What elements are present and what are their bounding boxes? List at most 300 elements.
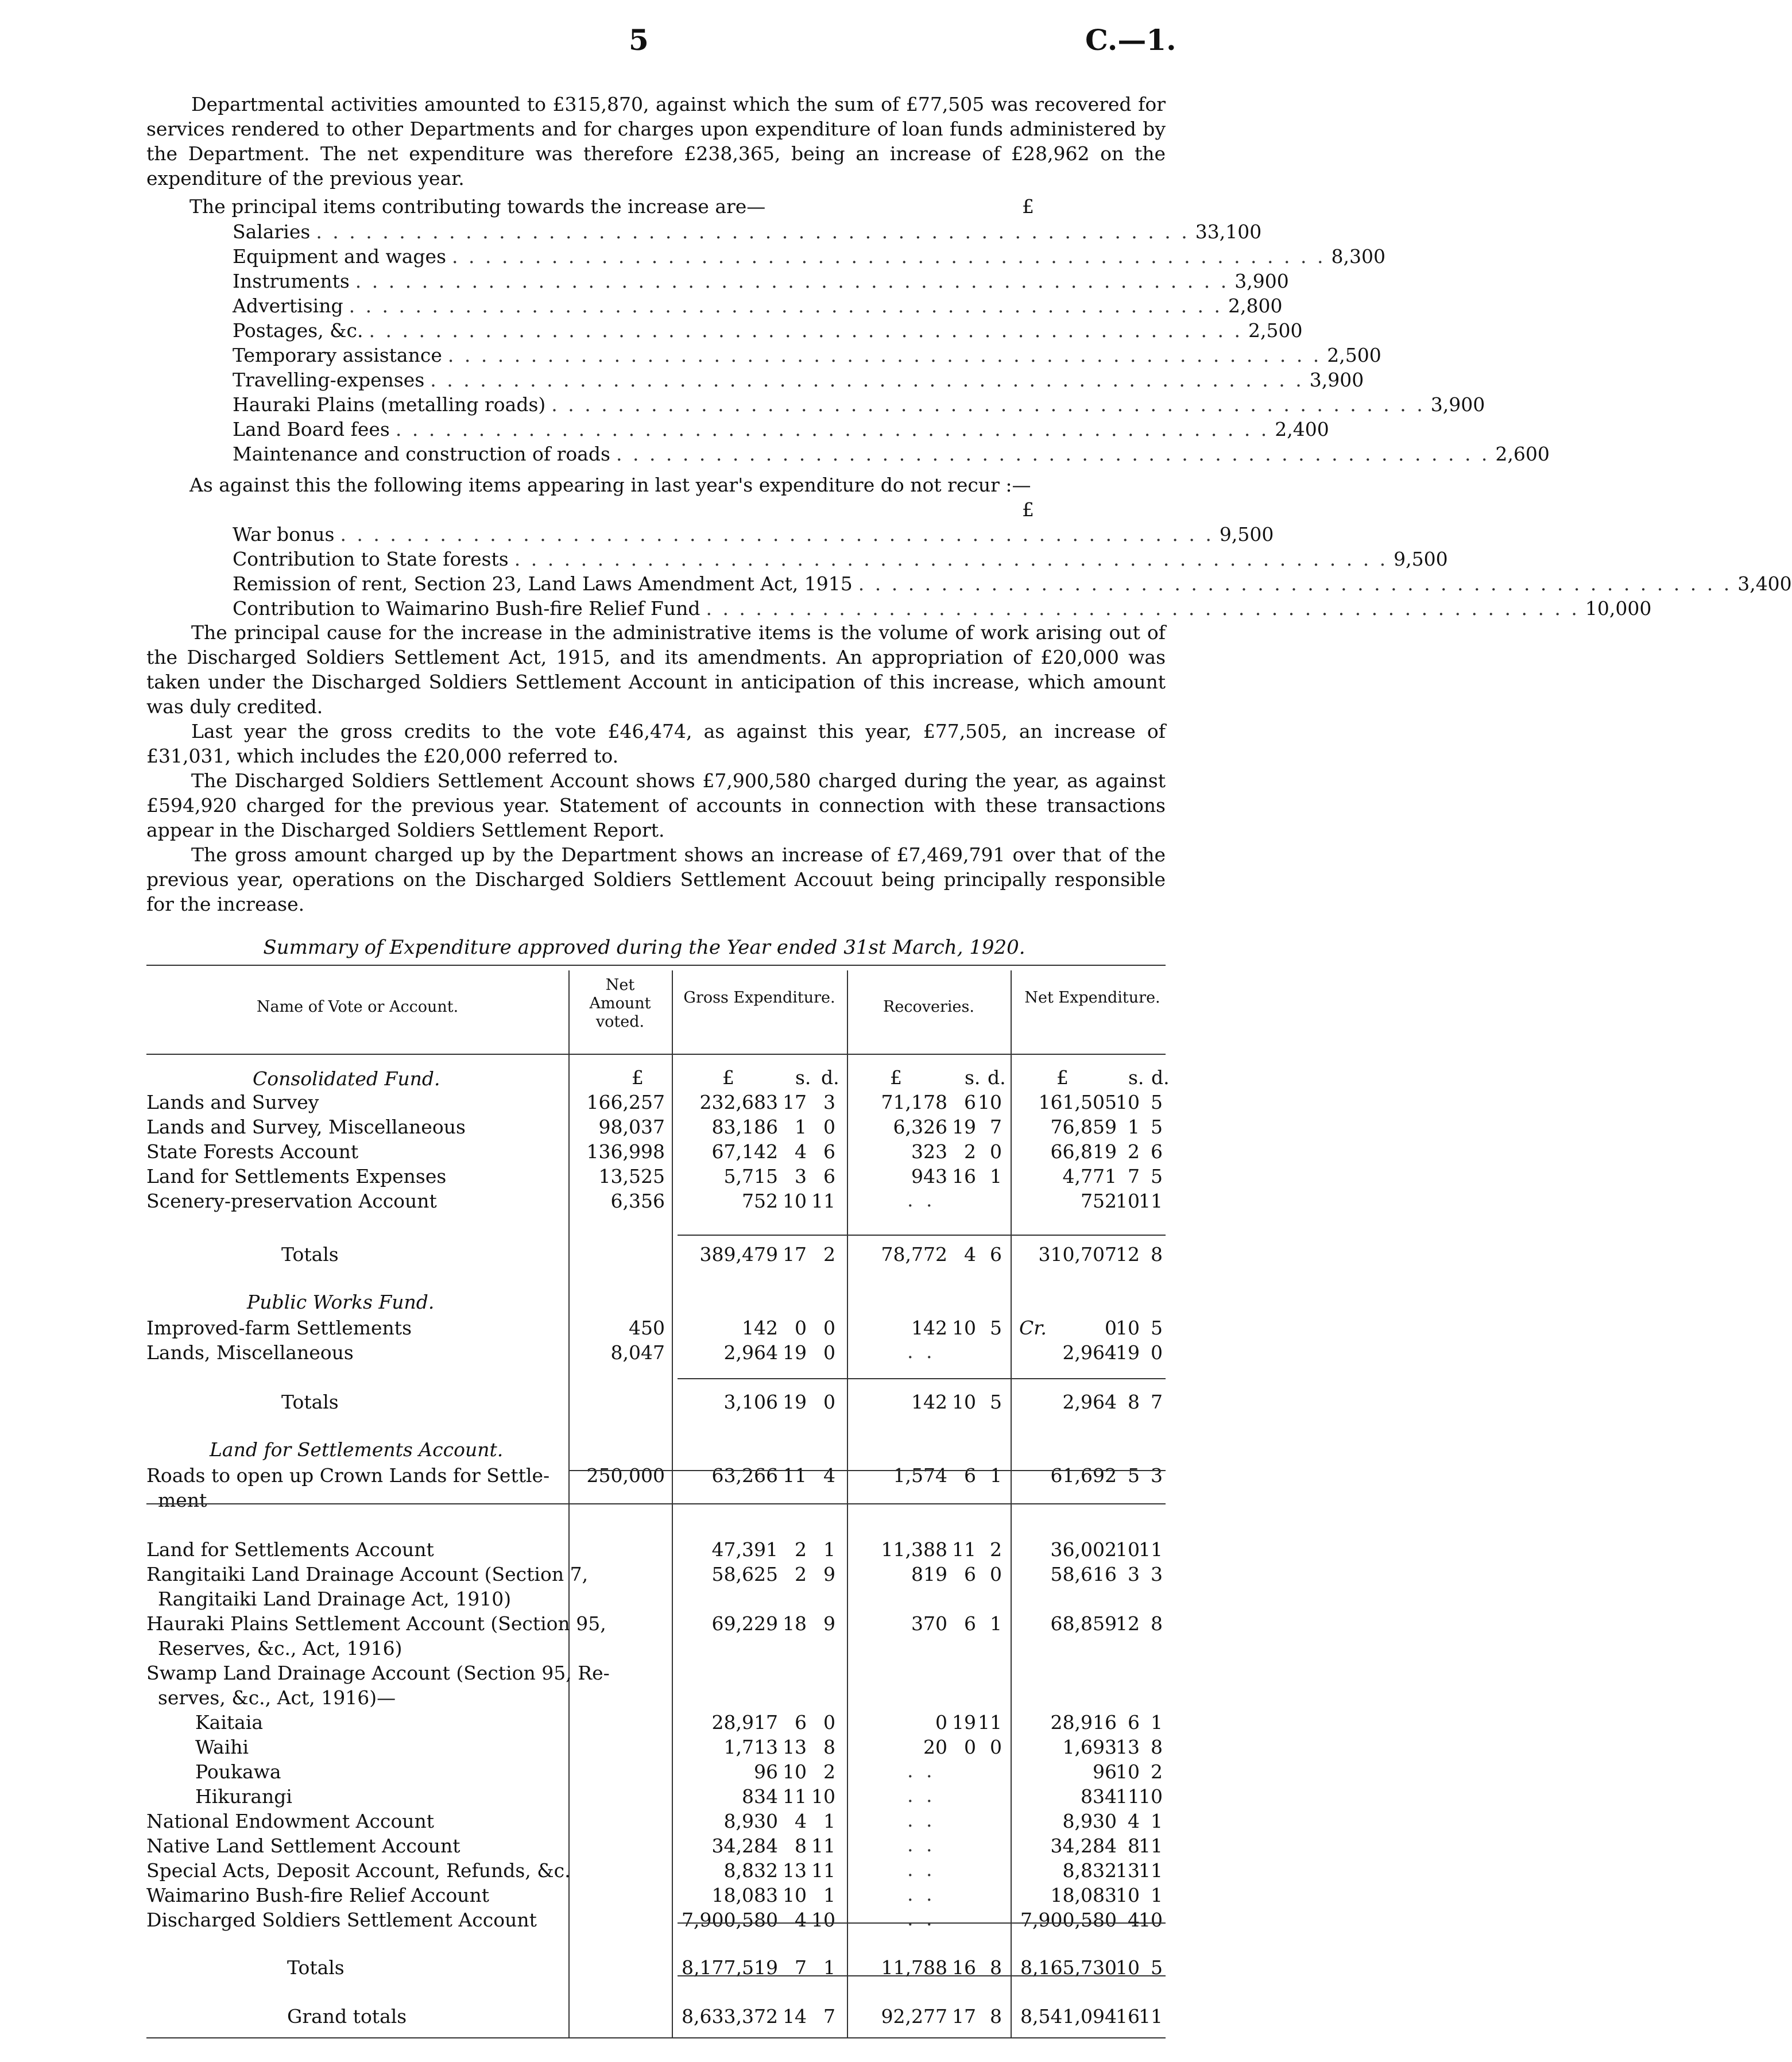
g-pounds: 28,917 bbox=[711, 1711, 778, 1734]
unit-pence: d. bbox=[821, 1066, 839, 1089]
rec-pence: 6 bbox=[990, 1243, 1002, 1266]
rec-pounds: 323 bbox=[911, 1140, 947, 1163]
rec-shillings: 10 bbox=[952, 1317, 976, 1339]
rec-pounds: 11,388 bbox=[881, 1538, 947, 1561]
row-name: Native Land Settlement Account bbox=[146, 1835, 460, 1857]
net-pounds: 8,930 bbox=[1062, 1810, 1117, 1832]
column-header-gross: Gross Expenditure. bbox=[683, 989, 835, 1007]
g-pounds: 7,900,580 bbox=[682, 1909, 778, 1931]
row-name: Reserves, &c., Act, 1916) bbox=[158, 1637, 402, 1659]
net-pence: 11 bbox=[1139, 1190, 1163, 1212]
g-pounds: 8,177,519 bbox=[682, 1956, 778, 1979]
unit-pound: £ bbox=[1056, 1066, 1069, 1089]
net-pounds: 7,900,580 bbox=[1020, 1909, 1117, 1931]
net-pounds: 310,707 bbox=[1038, 1243, 1117, 1266]
net-pence: 3 bbox=[1151, 1563, 1163, 1585]
rec-pounds: 370 bbox=[911, 1612, 947, 1635]
rec-pounds: 0 bbox=[935, 1711, 947, 1734]
net-pounds: 61,692 bbox=[1050, 1464, 1117, 1487]
net-pence: 2 bbox=[1151, 1761, 1163, 1783]
g-pence: 10 bbox=[811, 1785, 835, 1808]
net-pounds: 28,916 bbox=[1050, 1711, 1117, 1734]
rec-pence: 11 bbox=[978, 1711, 1002, 1734]
leader-dots: . . . . . . . . . . . . . . . . . . . . . . . . . . . . . . . . . . . . . . . . . . . . . . . . . . . . . bbox=[316, 220, 1190, 243]
leader-dots: . . . . . . . . . . . . . . . . . . . . . . . . . . . . . . . . . . . . . . . . . . . . . . . . . . . . . bbox=[369, 319, 1243, 342]
net-pence: 8 bbox=[1151, 1243, 1163, 1266]
empty-cell-dots: . . bbox=[907, 1883, 936, 1905]
g-shillings: 2 bbox=[795, 1538, 807, 1561]
g-shillings: 19 bbox=[783, 1341, 807, 1364]
leader-dots: . . . . . . . . . . . . . . . . . . . . . . . . . . . . . . . . . . . . . . . . . . . . . . . . . . . . . bbox=[858, 572, 1732, 595]
row-name: National Endowment Account bbox=[146, 1810, 435, 1832]
rec-pence: 8 bbox=[990, 1956, 1002, 1979]
g-shillings: 14 bbox=[783, 2005, 807, 2028]
rec-pence: 0 bbox=[990, 1736, 1002, 1758]
net-shillings: 6 bbox=[1128, 1711, 1140, 1734]
paragraph-gross-credits: Last year the gross credits to the vote £46,474, as against this year, £77,505, an increase of £31,031, which includes the £20,000 referred to. bbox=[146, 720, 1166, 767]
rec-pence: 10 bbox=[978, 1091, 1002, 1113]
row-name: Land for Settlements Account bbox=[146, 1538, 434, 1561]
rec-shillings: 16 bbox=[952, 1956, 976, 1979]
row-name: Rangitaiki Land Drainage Account (Section 7, bbox=[146, 1563, 589, 1585]
g-pounds: 142 bbox=[742, 1317, 778, 1339]
g-pence: 1 bbox=[823, 1884, 835, 1906]
net-pounds: 2,964 bbox=[1062, 1391, 1117, 1413]
item-row bbox=[233, 443, 1550, 467]
net-pounds: 1,693 bbox=[1062, 1736, 1117, 1758]
item-row bbox=[233, 220, 1262, 245]
row-name: Hauraki Plains Settlement Account (Section 95, bbox=[146, 1612, 606, 1635]
row-name: Hikurangi bbox=[195, 1785, 292, 1808]
g-pence: 4 bbox=[823, 1464, 835, 1487]
item-label: Remission of rent, Section 23, Land Laws Amendment Act, 1915 bbox=[233, 572, 853, 595]
item-amount: 3,900 bbox=[1234, 270, 1289, 292]
item-amount: 9,500 bbox=[1394, 548, 1448, 570]
g-pence: 11 bbox=[811, 1859, 835, 1882]
leader-dots: . . . . . . . . . . . . . . . . . . . . . . . . . . . . . . . . . . . . . . . . . . . . . . . . . . . . . bbox=[340, 523, 1214, 546]
g-pounds: 8,633,372 bbox=[682, 2005, 778, 2028]
g-pence: 10 bbox=[811, 1909, 835, 1931]
net-voted: 136,998 bbox=[586, 1140, 665, 1163]
rec-pounds: 6,326 bbox=[893, 1116, 947, 1138]
net-pence: 3 bbox=[1151, 1464, 1163, 1487]
row-name: Lands, Miscellaneous bbox=[146, 1341, 354, 1364]
net-shillings: 10 bbox=[1116, 1091, 1140, 1113]
g-pounds: 232,683 bbox=[699, 1091, 778, 1113]
net-shillings: 4 bbox=[1128, 1909, 1140, 1931]
g-pence: 2 bbox=[823, 1761, 835, 1783]
table-bottom-rule bbox=[146, 2037, 1166, 2038]
item-amount: 8,300 bbox=[1331, 245, 1385, 268]
g-shillings: 17 bbox=[783, 1091, 807, 1113]
net-pounds: 66,819 bbox=[1050, 1140, 1117, 1163]
net-shillings: 4 bbox=[1128, 1810, 1140, 1832]
net-pounds: 8,832 bbox=[1062, 1859, 1117, 1882]
leader-dots: . . . . . . . . . . . . . . . . . . . . . . . . . . . . . . . . . . . . . . . . . . . . . . . . . . . . . bbox=[452, 245, 1326, 268]
net-shillings: 10 bbox=[1116, 1761, 1140, 1783]
row-name: Lands and Survey bbox=[146, 1091, 319, 1113]
net-pence: 8 bbox=[1151, 1612, 1163, 1635]
net-voted: 8,047 bbox=[610, 1341, 665, 1364]
item-label: War bonus bbox=[233, 523, 335, 546]
item-label: Maintenance and construction of roads bbox=[233, 443, 610, 465]
rec-pence: 5 bbox=[990, 1391, 1002, 1413]
row-name: Grand totals bbox=[287, 2005, 407, 2028]
g-pence: 0 bbox=[823, 1116, 835, 1138]
item-amount: 2,600 bbox=[1495, 443, 1550, 465]
g-pounds: 58,625 bbox=[711, 1563, 778, 1585]
row-name: Waimarino Bush-fire Relief Account bbox=[146, 1884, 489, 1906]
column-header-net-voted: Net Amount voted. bbox=[589, 976, 651, 1031]
row-name: ment bbox=[158, 1489, 207, 1511]
empty-cell-dots: . . bbox=[907, 1858, 936, 1881]
item-amount: 10,000 bbox=[1585, 597, 1652, 620]
net-pounds: 834 bbox=[1081, 1785, 1117, 1808]
paragraph-departmental-activities: Departmental activities amounted to £315,870, against which the sum of £77,505 was recovered for services rendered to other Departments and for charges upon expenditure of loan funds administered by the Department. The net expenditure was therefore £238,365, being an increase of £28,962 on the expenditure of the previous year. bbox=[146, 93, 1166, 189]
empty-cell-dots: . . bbox=[907, 1340, 936, 1363]
rec-pence: 1 bbox=[990, 1464, 1002, 1487]
item-row bbox=[233, 295, 1283, 319]
net-shillings: 10 bbox=[1116, 1317, 1140, 1339]
net-voted: 450 bbox=[629, 1317, 665, 1339]
net-shillings: 10 bbox=[1116, 1956, 1140, 1979]
rec-shillings: 19 bbox=[952, 1116, 976, 1138]
rec-pounds: 71,178 bbox=[881, 1091, 947, 1113]
g-pounds: 47,391 bbox=[711, 1538, 778, 1561]
g-pounds: 63,266 bbox=[711, 1464, 778, 1487]
g-pounds: 69,229 bbox=[711, 1612, 778, 1635]
g-pounds: 389,479 bbox=[699, 1243, 778, 1266]
credit-marker: Cr. bbox=[1019, 1317, 1047, 1339]
g-pounds: 5,715 bbox=[723, 1165, 778, 1187]
rec-shillings: 17 bbox=[952, 2005, 976, 2028]
g-shillings: 10 bbox=[783, 1190, 807, 1212]
g-pence: 2 bbox=[823, 1243, 835, 1266]
g-pence: 3 bbox=[823, 1091, 835, 1113]
item-label: Travelling-expenses bbox=[233, 369, 425, 391]
net-pence: 5 bbox=[1151, 1091, 1163, 1113]
net-shillings: 8 bbox=[1128, 1835, 1140, 1857]
row-name: Roads to open up Crown Lands for Settle- bbox=[146, 1464, 550, 1487]
net-shillings: 2 bbox=[1128, 1140, 1140, 1163]
item-amount: 3,400 bbox=[1737, 572, 1792, 595]
g-shillings: 4 bbox=[795, 1909, 807, 1931]
net-pence: 0 bbox=[1151, 1341, 1163, 1364]
net-pence: 1 bbox=[1151, 1810, 1163, 1832]
empty-cell-dots: . . bbox=[907, 1908, 936, 1930]
net-voted: 98,037 bbox=[598, 1116, 665, 1138]
g-pence: 1 bbox=[823, 1538, 835, 1561]
net-pounds: 4,771 bbox=[1062, 1165, 1117, 1187]
g-shillings: 4 bbox=[795, 1810, 807, 1832]
rec-shillings: 2 bbox=[964, 1140, 976, 1163]
g-pence: 11 bbox=[811, 1190, 835, 1212]
row-name: Totals bbox=[281, 1391, 339, 1413]
net-shillings: 19 bbox=[1116, 1341, 1140, 1364]
rec-pence: 1 bbox=[990, 1165, 1002, 1187]
pound-sign: £ bbox=[1022, 195, 1034, 218]
row-name: State Forests Account bbox=[146, 1140, 359, 1163]
leader-dots: . . . . . . . . . . . . . . . . . . . . . . . . . . . . . . . . . . . . . . . . . . . . . . . . . . . . . bbox=[551, 393, 1425, 416]
rec-pounds: 20 bbox=[923, 1736, 947, 1758]
increase-intro: The principal items contributing towards the increase are— bbox=[189, 195, 766, 218]
g-shillings: 7 bbox=[795, 1956, 807, 1979]
net-shillings: 12 bbox=[1116, 1243, 1140, 1266]
g-pence: 0 bbox=[823, 1391, 835, 1413]
net-pence: 11 bbox=[1139, 1538, 1163, 1561]
table-header-rule bbox=[146, 1054, 1166, 1055]
unit-shillings: s. bbox=[795, 1066, 811, 1089]
row-name: Poukawa bbox=[195, 1761, 281, 1783]
net-pence: 5 bbox=[1151, 1165, 1163, 1187]
rec-pence: 0 bbox=[990, 1563, 1002, 1585]
row-name: serves, &c., Act, 1916)— bbox=[158, 1686, 396, 1709]
leader-dots: . . . . . . . . . . . . . . . . . . . . . . . . . . . . . . . . . . . . . . . . . . . . . . . . . . . . . bbox=[514, 548, 1388, 570]
g-pounds: 67,142 bbox=[711, 1140, 778, 1163]
net-pence: 10 bbox=[1139, 1909, 1163, 1931]
unit-pence: d. bbox=[988, 1066, 1006, 1089]
row-name: Discharged Soldiers Settlement Account bbox=[146, 1909, 537, 1931]
rec-shillings: 19 bbox=[952, 1711, 976, 1734]
g-pence: 6 bbox=[823, 1140, 835, 1163]
g-shillings: 13 bbox=[783, 1736, 807, 1758]
rec-pence: 8 bbox=[990, 2005, 1002, 2028]
subtotal-rule bbox=[678, 1922, 1166, 1924]
rec-shillings: 11 bbox=[952, 1538, 976, 1561]
item-row bbox=[233, 369, 1364, 393]
section-consolidated-fund: Consolidated Fund. bbox=[253, 1067, 440, 1090]
section-rule bbox=[146, 1503, 1166, 1504]
rec-pounds: 142 bbox=[911, 1317, 947, 1339]
net-pence: 1 bbox=[1151, 1711, 1163, 1734]
row-name: Waihi bbox=[195, 1736, 249, 1758]
net-pounds: 68,859 bbox=[1050, 1612, 1117, 1635]
g-shillings: 10 bbox=[783, 1761, 807, 1783]
rec-pence: 5 bbox=[990, 1317, 1002, 1339]
g-shillings: 8 bbox=[795, 1835, 807, 1857]
rec-pence: 2 bbox=[990, 1538, 1002, 1561]
subtotal-rule bbox=[678, 1235, 1166, 1236]
row-name: Special Acts, Deposit Account, Refunds, &c. bbox=[146, 1859, 571, 1882]
item-amount: 2,400 bbox=[1275, 418, 1329, 440]
g-pounds: 2,964 bbox=[723, 1341, 778, 1364]
g-pence: 0 bbox=[823, 1711, 835, 1734]
item-amount: 2,500 bbox=[1248, 319, 1303, 342]
item-row bbox=[233, 319, 1303, 344]
net-pence: 1 bbox=[1151, 1884, 1163, 1906]
g-shillings: 3 bbox=[795, 1165, 807, 1187]
column-header-recoveries: Recoveries. bbox=[883, 998, 974, 1016]
net-pence: 6 bbox=[1151, 1140, 1163, 1163]
paragraph-principal-cause: The principal cause for the increase in the administrative items is the volume of work arising out of the Discharged Soldiers Settlement Act, 1915, and its amendments. An appropriation of £20,000 was taken under the Discharged Soldiers Settlement Account in anticipation of this increase, which amount was duly credited. bbox=[146, 621, 1166, 718]
g-pounds: 1,713 bbox=[723, 1736, 778, 1758]
g-pence: 9 bbox=[823, 1563, 835, 1585]
g-pence: 0 bbox=[823, 1317, 835, 1339]
net-pence: 10 bbox=[1139, 1785, 1163, 1808]
rec-pounds: 943 bbox=[911, 1165, 947, 1187]
g-shillings: 11 bbox=[783, 1464, 807, 1487]
document-code: C.—1. bbox=[1085, 23, 1176, 57]
unit-pound: £ bbox=[632, 1066, 644, 1089]
g-pounds: 96 bbox=[754, 1761, 778, 1783]
net-pence: 5 bbox=[1151, 1317, 1163, 1339]
item-row bbox=[233, 245, 1385, 270]
net-shillings: 3 bbox=[1128, 1563, 1140, 1585]
item-label: Temporary assistance bbox=[233, 344, 442, 366]
g-pounds: 8,930 bbox=[723, 1810, 778, 1832]
rec-shillings: 6 bbox=[964, 1091, 976, 1113]
leader-dots: . . . . . . . . . . . . . . . . . . . . . . . . . . . . . . . . . . . . . . . . . . . . . . . . . . . . . bbox=[355, 270, 1229, 292]
empty-cell-dots: . . bbox=[907, 1189, 936, 1211]
item-label: Equipment and wages bbox=[233, 245, 447, 268]
section-land-for-settlements: Land for Settlements Account. bbox=[210, 1438, 504, 1461]
item-amount: 2,500 bbox=[1327, 344, 1381, 366]
item-amount: 3,900 bbox=[1430, 393, 1485, 416]
net-shillings: 10 bbox=[1116, 1190, 1140, 1212]
item-amount: 2,800 bbox=[1228, 295, 1283, 317]
net-pounds: 2,964 bbox=[1062, 1341, 1117, 1364]
pound-sign: £ bbox=[1022, 498, 1034, 521]
g-pence: 1 bbox=[823, 1956, 835, 1979]
unit-pound: £ bbox=[722, 1066, 734, 1089]
row-name: Totals bbox=[287, 1956, 345, 1979]
net-shillings: 11 bbox=[1116, 1785, 1140, 1808]
net-pounds: 34,284 bbox=[1050, 1835, 1117, 1857]
rec-pounds: 142 bbox=[911, 1391, 947, 1413]
g-shillings: 18 bbox=[783, 1612, 807, 1635]
g-shillings: 6 bbox=[795, 1711, 807, 1734]
net-pence: 11 bbox=[1139, 1859, 1163, 1882]
column-header-name: Name of Vote or Account. bbox=[256, 998, 459, 1016]
net-pence: 5 bbox=[1151, 1956, 1163, 1979]
item-row bbox=[233, 393, 1485, 418]
net-shillings: 8 bbox=[1128, 1391, 1140, 1413]
nonrecur-intro: As against this the following items appearing in last year's expenditure do not recur :— bbox=[189, 474, 1031, 496]
item-label: Salaries bbox=[233, 220, 311, 243]
g-shillings: 2 bbox=[795, 1563, 807, 1585]
g-pounds: 34,284 bbox=[711, 1835, 778, 1857]
net-shillings: 10 bbox=[1116, 1538, 1140, 1561]
net-shillings: 12 bbox=[1116, 1612, 1140, 1635]
rec-shillings: 6 bbox=[964, 1563, 976, 1585]
rec-shillings: 6 bbox=[964, 1464, 976, 1487]
empty-cell-dots: . . bbox=[907, 1833, 936, 1856]
item-label: Postages, &c. bbox=[233, 319, 363, 342]
row-name: Scenery-preservation Account bbox=[146, 1190, 437, 1212]
item-row bbox=[233, 597, 1652, 622]
net-pounds: 18,083 bbox=[1050, 1884, 1117, 1906]
item-row bbox=[233, 523, 1274, 548]
rec-pence: 0 bbox=[990, 1140, 1002, 1163]
net-pounds: 96 bbox=[1093, 1761, 1117, 1783]
empty-cell-dots: . . bbox=[907, 1759, 936, 1782]
item-label: Contribution to Waimarino Bush-fire Relief Fund bbox=[233, 597, 700, 620]
rec-pence: 7 bbox=[990, 1116, 1002, 1138]
rec-shillings: 0 bbox=[964, 1736, 976, 1758]
item-row bbox=[233, 548, 1448, 572]
row-name: Lands and Survey, Miscellaneous bbox=[146, 1116, 466, 1138]
net-pounds: 752 bbox=[1081, 1190, 1117, 1212]
net-pounds: 0 bbox=[1105, 1317, 1117, 1339]
item-row bbox=[233, 270, 1289, 295]
item-label: Hauraki Plains (metalling roads) bbox=[233, 393, 546, 416]
section-public-works-fund: Public Works Fund. bbox=[247, 1291, 435, 1313]
net-shillings: 5 bbox=[1128, 1464, 1140, 1487]
net-voted: 250,000 bbox=[586, 1464, 665, 1487]
net-pence: 5 bbox=[1151, 1116, 1163, 1138]
leader-dots: . . . . . . . . . . . . . . . . . . . . . . . . . . . . . . . . . . . . . . . . . . . . . . . . . . . . . bbox=[447, 344, 1322, 366]
g-shillings: 0 bbox=[795, 1317, 807, 1339]
page-number: 5 bbox=[629, 23, 649, 57]
rec-shillings: 16 bbox=[952, 1165, 976, 1187]
rec-shillings: 6 bbox=[964, 1612, 976, 1635]
net-pounds: 8,165,730 bbox=[1020, 1956, 1117, 1979]
subtotal-rule bbox=[568, 1470, 1166, 1471]
g-pence: 9 bbox=[823, 1612, 835, 1635]
row-name: Land for Settlements Expenses bbox=[146, 1165, 447, 1187]
item-label: Contribution to State forests bbox=[233, 548, 509, 570]
item-row bbox=[233, 418, 1329, 443]
g-pounds: 18,083 bbox=[711, 1884, 778, 1906]
g-pence: 0 bbox=[823, 1341, 835, 1364]
table-caption: Summary of Expenditure approved during the Year ended 31st March, 1920. bbox=[263, 936, 1025, 959]
row-name: Swamp Land Drainage Account (Section 95, Re- bbox=[146, 1662, 610, 1684]
item-label: Advertising bbox=[233, 295, 343, 317]
rec-pounds: 92,277 bbox=[881, 2005, 947, 2028]
net-shillings: 10 bbox=[1116, 1884, 1140, 1906]
net-voted: 6,356 bbox=[610, 1190, 665, 1212]
row-name: Improved-farm Settlements bbox=[146, 1317, 412, 1339]
net-voted: 166,257 bbox=[586, 1091, 665, 1113]
net-shillings: 13 bbox=[1116, 1859, 1140, 1882]
g-pounds: 83,186 bbox=[711, 1116, 778, 1138]
item-label: Land Board fees bbox=[233, 418, 390, 440]
leader-dots: . . . . . . . . . . . . . . . . . . . . . . . . . . . . . . . . . . . . . . . . . . . . . . . . . . . . . bbox=[395, 418, 1270, 440]
g-shillings: 1 bbox=[795, 1116, 807, 1138]
net-shillings: 16 bbox=[1116, 2005, 1140, 2028]
row-name: Kaitaia bbox=[195, 1711, 264, 1734]
net-shillings: 1 bbox=[1128, 1116, 1140, 1138]
rec-pounds: 11,788 bbox=[881, 1956, 947, 1979]
g-pence: 11 bbox=[811, 1835, 835, 1857]
rec-shillings: 4 bbox=[964, 1243, 976, 1266]
leader-dots: . . . . . . . . . . . . . . . . . . . . . . . . . . . . . . . . . . . . . . . . . . . . . . . . . . . . . bbox=[349, 295, 1223, 317]
net-pence: 8 bbox=[1151, 1736, 1163, 1758]
net-pounds: 36,002 bbox=[1050, 1538, 1117, 1561]
net-pounds: 8,541,094 bbox=[1020, 2005, 1117, 2028]
g-shillings: 10 bbox=[783, 1884, 807, 1906]
subtotal-rule bbox=[678, 1378, 1166, 1379]
empty-cell-dots: . . bbox=[907, 1784, 936, 1806]
net-pence: 11 bbox=[1139, 1835, 1163, 1857]
net-pounds: 58,616 bbox=[1050, 1563, 1117, 1585]
row-name: Rangitaiki Land Drainage Act, 1910) bbox=[158, 1588, 512, 1610]
g-shillings: 4 bbox=[795, 1140, 807, 1163]
g-shillings: 17 bbox=[783, 1243, 807, 1266]
g-pounds: 3,106 bbox=[723, 1391, 778, 1413]
rec-pounds: 819 bbox=[911, 1563, 947, 1585]
subtotal-rule bbox=[678, 1975, 1166, 1976]
g-pounds: 752 bbox=[742, 1190, 778, 1212]
net-pence: 7 bbox=[1151, 1391, 1163, 1413]
unit-pound: £ bbox=[890, 1066, 902, 1089]
column-header-net-expenditure: Net Expenditure. bbox=[1024, 989, 1160, 1007]
g-pounds: 8,832 bbox=[723, 1859, 778, 1882]
rec-pence: 1 bbox=[990, 1612, 1002, 1635]
unit-shillings: s. bbox=[965, 1066, 981, 1089]
g-pence: 7 bbox=[823, 2005, 835, 2028]
g-shillings: 19 bbox=[783, 1391, 807, 1413]
